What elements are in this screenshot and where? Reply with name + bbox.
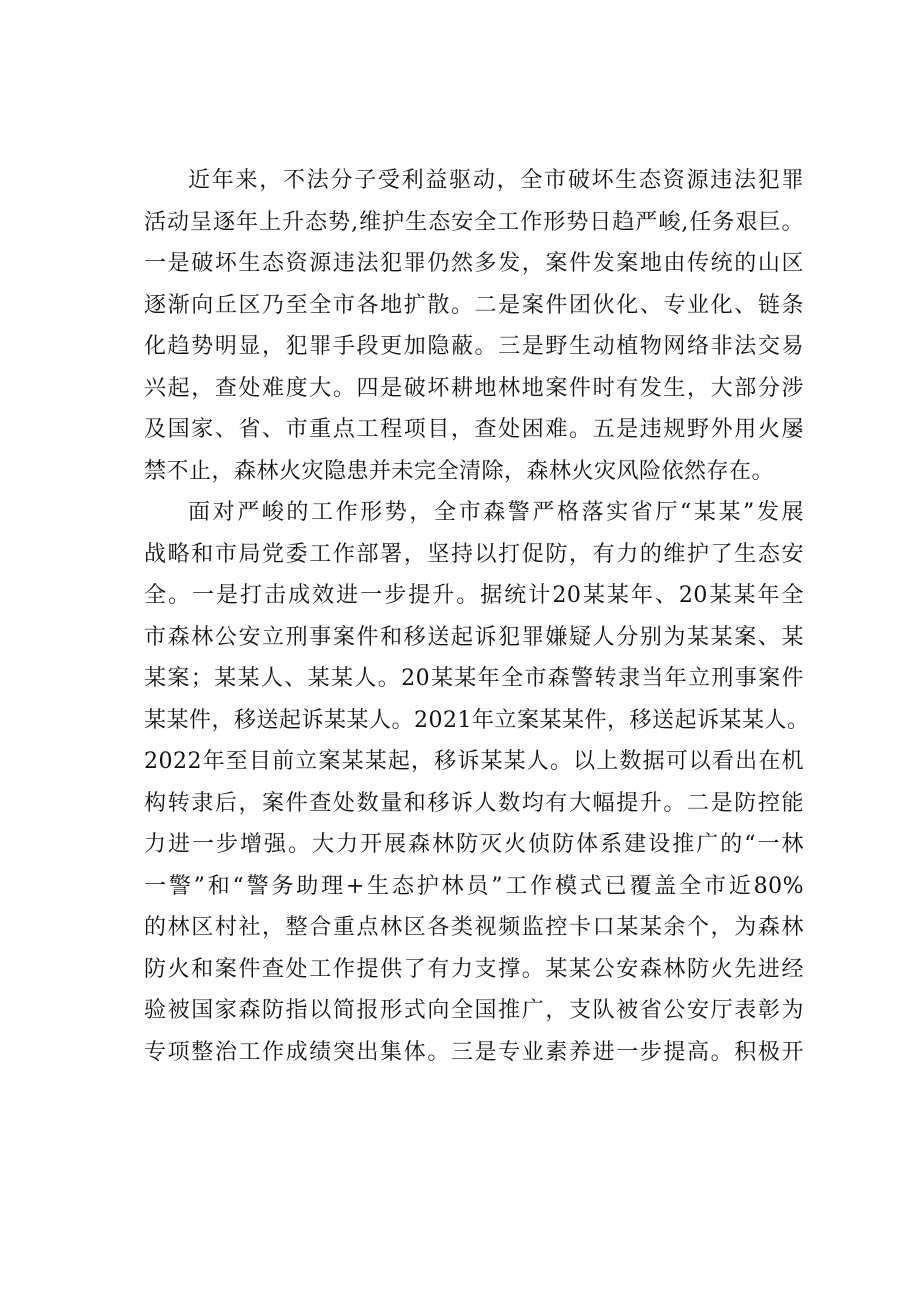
paragraph-2-line: 面对严峻的工作形势，全市森警严格落实省厅“某某”发展	[188, 500, 804, 525]
paragraph-2-line: 构转隶后，案件查处数量和移诉人数均有大幅提升。二是防控能	[144, 790, 804, 816]
paragraph-2-line: 某某件，移送起诉某某人。2021年立案某某件，移送起诉某某人。	[144, 707, 810, 733]
paragraph-1-line: 兴起，查处难度大。四是破坏耕地林地案件时有发生，大部分涉	[144, 375, 804, 401]
paragraph-1-line: 一是破坏生态资源违法犯罪仍然多发，案件发案地由传统的山区	[144, 251, 804, 276]
paragraph-2-line: 的林区村社，整合重点林区各类视频监控卡口某某余个，为森林	[144, 915, 804, 940]
paragraph-2-line: 防火和案件查处工作提供了有力支撑。某某公安森林防火先进经	[144, 956, 804, 982]
paragraph-2-line: 某案；某某人、某某人。20某某年全市森警转隶当年立刑事案件	[144, 666, 804, 691]
paragraph-1-line: 及国家、省、市重点工程项目，查处困难。五是违规野外用火屡	[144, 417, 804, 442]
paragraph-2-line: 全。一是打击成效进一步提升。据统计20某某年、20某某年全	[144, 583, 804, 608]
paragraph-2-line: 一警”和“警务助理+生态护林员”工作模式已覆盖全市近80%	[144, 873, 804, 899]
paragraph-1-line: 化趋势明显，犯罪手段更加隐蔽。三是野生动植物网络非法交易	[144, 334, 804, 359]
paragraph-2-line: 2022年至目前立案某某起，移诉某某人。以上数据可以看出在机	[144, 749, 804, 774]
paragraph-1-line: 逐渐向丘区乃至全市各地扩散。二是案件团伙化、专业化、链条	[144, 292, 804, 318]
paragraph-2-line: 专项整治工作成绩突出集体。三是专业素养进一步提高。积极开	[144, 1039, 804, 1065]
paragraph-1-line: 禁不止，森林火灾隐患并未完全清除，森林火灾风险依然存在。	[144, 458, 775, 484]
paragraph-2-line: 市森林公安立刑事案件和移送起诉犯罪嫌疑人分别为某某案、某	[144, 624, 804, 650]
document-body	[144, 160, 810, 1073]
paragraph-1-line: 近年来，不法分子受利益驱动，全市破坏生态资源违法犯罪	[188, 168, 804, 193]
paragraph-1-line: 活动呈逐年上升态势,维护生态安全工作形势日趋严峻,任务艰巨。	[144, 209, 804, 235]
paragraph-2-line: 力进一步增强。大力开展森林防灭火侦防体系建设推广的“一林	[144, 832, 804, 857]
paragraph-2-line: 验被国家森防指以简报形式向全国推广，支队被省公安厅表彰为	[144, 998, 804, 1023]
paragraph-2-line: 战略和市局党委工作部署，坚持以打促防，有力的维护了生态安	[144, 541, 804, 567]
